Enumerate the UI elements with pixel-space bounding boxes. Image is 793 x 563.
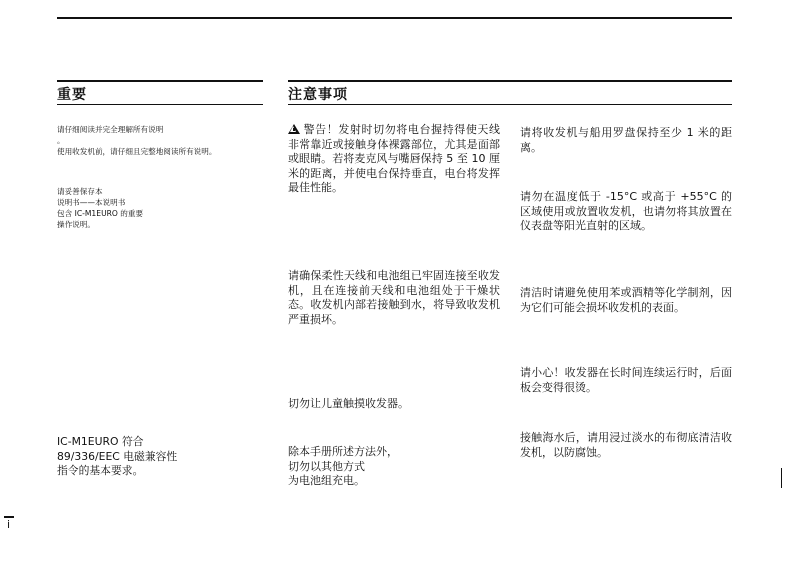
children-text: 切勿让儿童触摸收发器。 xyxy=(288,397,409,410)
antenna-battery-text: 请确保柔性天线和电池组已牢固连接至收发机，且在连接前天线和电池组处于干燥状态。收发机内部若接触到水，将导致收发机严重损坏。 xyxy=(288,269,500,326)
warning-text: 警告！发射时切勿将电台握持得使天线非常靠近或接触身体裸露部位，尤其是面部或眼睛。若将麦克风与嘴唇保持 5 至 10 厘米的距离，并使电台保持垂直，电台将发挥最佳性能。 xyxy=(288,123,500,194)
middle-heading-rule-top xyxy=(288,80,732,82)
charging-text: 除本手册所述方法外， 切勿以其他方式 为电池组充电。 xyxy=(288,445,398,487)
left-heading-rule-bottom xyxy=(57,104,263,105)
warning-triangle-icon xyxy=(288,124,300,134)
warning-paragraph xyxy=(288,123,500,196)
temperature-text: 请勿在温度低于 -15°C 或高于 +55°C 的区域使用或放置收发机，也请勿将其放置在仪表盘等阳光直射的区域。 xyxy=(520,190,732,232)
compass-text: 请将收发机与船用罗盘保持至少 1 米的距离。 xyxy=(520,126,732,154)
left-heading-rule-top xyxy=(57,80,263,82)
corner-mark-vertical xyxy=(781,468,782,488)
keep-manual-text: 请妥善保存本 说明书——本说明书 包含 IC-M1EURO 的重要 操作说明。 xyxy=(57,187,144,229)
seawater-text: 接触海水后，请用浸过淡水的布彻底清洁收发机，以防腐蚀。 xyxy=(520,431,732,459)
read-instructions-text: 请仔细阅读并完全理解所有说明 。 使用收发机前，请仔细且完整地阅读所有说明。 xyxy=(57,125,217,156)
top-rule xyxy=(57,17,732,19)
middle-heading-rule-bottom xyxy=(288,104,732,105)
hot-panel-text: 请小心！收发器在长时间连续运行时，后面板会变得很烫。 xyxy=(520,366,732,394)
middle-heading: 注意事项 xyxy=(288,87,348,103)
left-heading: 重要 xyxy=(57,87,87,103)
page-number: i xyxy=(7,518,11,531)
cleaning-text: 清洁时请避免使用苯或酒精等化学制剂，因为它们可能会损坏收发机的表面。 xyxy=(520,286,732,314)
compliance-text: IC-M1EURO 符合 89/336/EEC 电磁兼容性 指令的基本要求。 xyxy=(57,435,178,477)
